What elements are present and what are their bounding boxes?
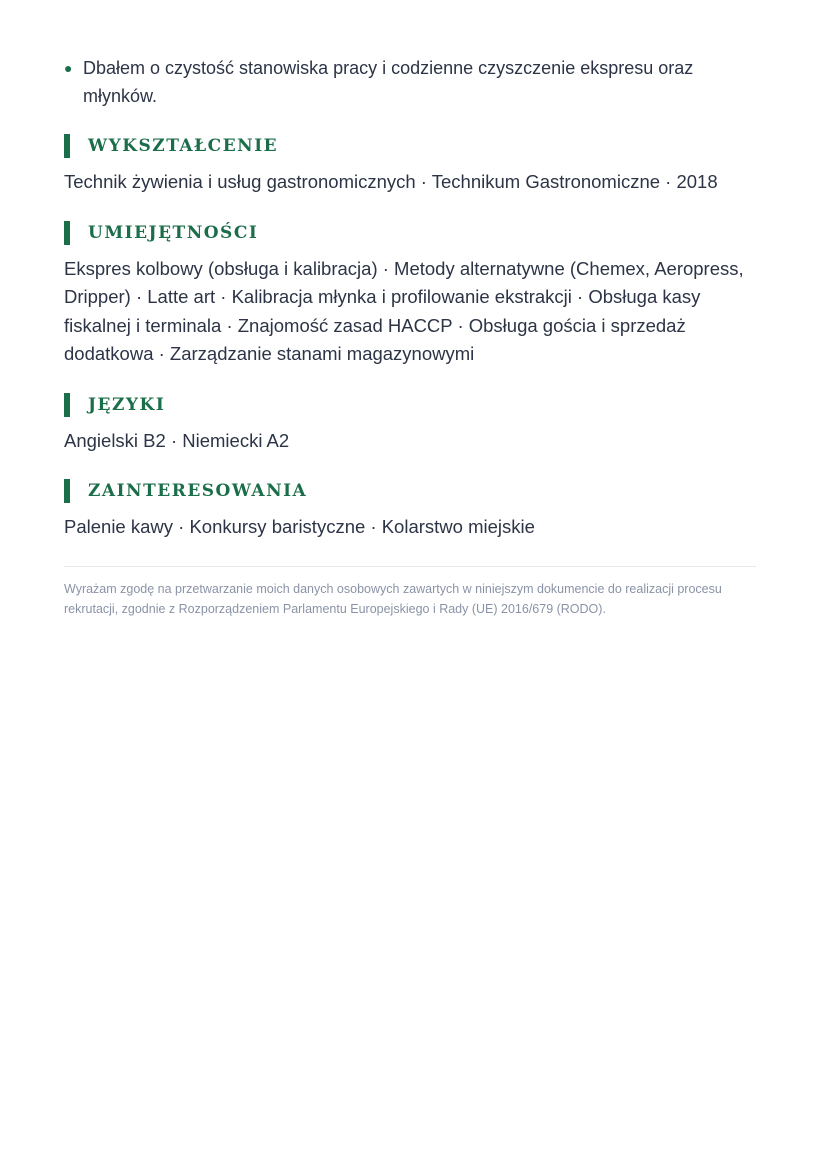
cv-content: [64, 54, 756, 619]
languages-text: Angielski B2 · Niemiecki A2: [64, 429, 290, 451]
skills-text: Ekspres kolbowy (obsługa i kalibracja) · Metody alternatywne (Chemex, Aeropress, Dripper) · Latte art · Kalibracja młynka i profilowanie ekstrakcji · Obsługa kasy fiskalnej i terminala · Znajomość zasad HACCP · Obsługa gościa i sprzedaż dodatkowa · Zarządzanie stanami magazynowymi: [64, 257, 744, 364]
divider: [64, 566, 756, 567]
section-header: [64, 479, 756, 503]
section-title: ZAINTERESOWANIA: [88, 481, 308, 501]
bullet-text: Dbałem o czystość stanowiska pracy i codzienne czyszczenie ekspresu oraz młynków.: [83, 58, 694, 106]
section-education: [64, 134, 756, 197]
section-title: WYKSZTAŁCENIE: [88, 136, 279, 156]
section-header: [64, 221, 756, 245]
section-title: JĘZYKI: [88, 394, 166, 415]
education-text: Technik żywienia i usług gastronomicznych · Technikum Gastronomiczne · 2018: [64, 171, 718, 192]
section-accent-bar: [64, 393, 70, 417]
list-item: [64, 54, 756, 110]
gdpr-consent-clause: Wyrażam zgodę na przetwarzanie moich danych osobowych zawartych w niniejszym dokumencie do realizacji procesu rekrutacji, zgodnie z Rozporządzeniem Parlamentu Europejskiego i Rady (UE) 2016/679 (RODO).: [64, 581, 722, 616]
section-header: [64, 393, 756, 417]
section-header: [64, 134, 756, 158]
experience-bullets: [64, 54, 756, 110]
section-languages: [64, 393, 756, 456]
section-accent-bar: [64, 479, 70, 503]
section-accent-bar: [64, 134, 70, 158]
section-accent-bar: [64, 221, 70, 245]
interests-text: Palenie kawy · Konkursy baristyczne · Kolarstwo miejskie: [64, 516, 535, 537]
section-interests: [64, 479, 756, 542]
section-skills: [64, 221, 756, 369]
bullet-icon: ●: [64, 60, 73, 76]
section-title: UMIEJĘTNOŚCI: [88, 222, 259, 243]
